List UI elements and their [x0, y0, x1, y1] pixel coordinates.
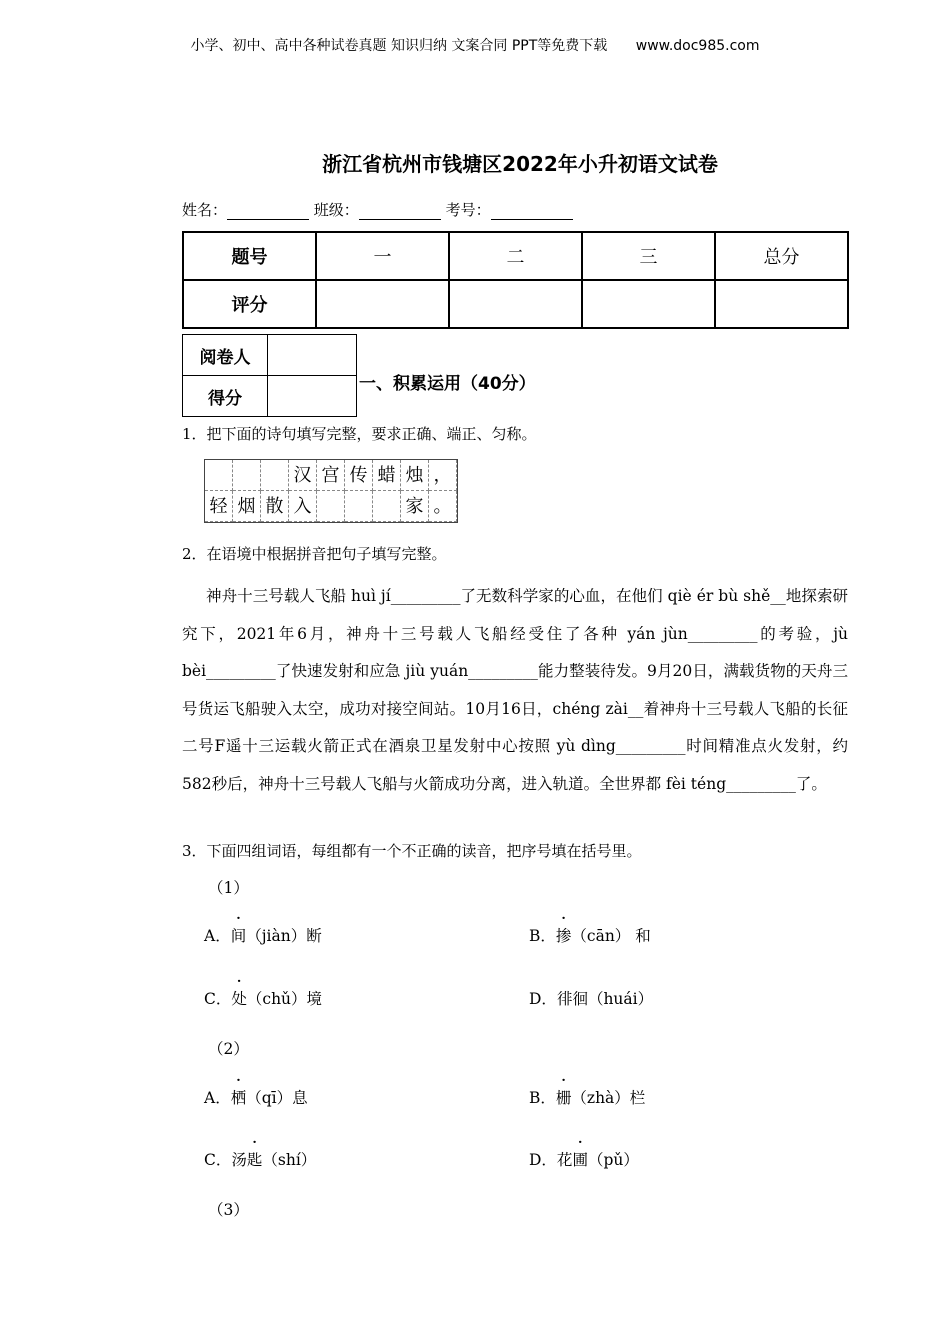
poem-grid-cell: 烛 — [401, 460, 429, 491]
student-info — [182, 199, 573, 220]
dotted-char: 掺 — [555, 927, 572, 945]
poem-grid-cell: 家 — [401, 491, 429, 522]
option-d[interactable] — [529, 1148, 639, 1170]
option-prefix: C． — [204, 990, 232, 1008]
option-prefix: D．花 — [529, 1151, 573, 1169]
name-label: 姓名： — [182, 201, 228, 219]
header-text: 小学、初中、高中各种试卷真题 知识归纳 文案合同 PPT等免费下载 — [190, 38, 608, 54]
poem-grid-cell: 。 — [429, 491, 457, 522]
option-prefix: A． — [204, 1089, 231, 1107]
section-heading: 一、积累运用（40分） — [359, 374, 536, 394]
option-text: （chǔ）境 — [246, 990, 323, 1008]
question-3: 3．下面四组词语，每组都有一个不正确的读音，把序号填在括号里。 — [182, 842, 642, 860]
exam-title: 浙江省杭州市钱塘区2022年小升初语文试卷 — [322, 152, 718, 176]
poem-grid-cell[interactable] — [205, 460, 233, 491]
score-table — [182, 231, 849, 329]
option-prefix: D． — [529, 990, 557, 1008]
option-prefix: B． — [529, 1089, 556, 1107]
group-label: （1） — [208, 879, 249, 897]
option-b[interactable] — [529, 924, 651, 946]
poem-grid-cell: 入 — [289, 491, 317, 522]
poem-grid-cell: 传 — [345, 460, 373, 491]
poem-grid-cell: 烟 — [233, 491, 261, 522]
option-text: （shí） — [262, 1151, 317, 1169]
question-1: 1．把下面的诗句填写完整，要求正确、端正、匀称。 — [182, 425, 537, 443]
option-text: 徘徊（huái） — [556, 990, 654, 1008]
dotted-char: 栅 — [555, 1089, 572, 1107]
reviewer-cell[interactable] — [268, 335, 357, 376]
option-c[interactable] — [204, 1148, 316, 1170]
exam-no-label: 考号： — [445, 201, 491, 219]
score-header-cell: 题号 — [183, 232, 316, 280]
poem-grid-cell[interactable] — [233, 460, 261, 491]
option-d[interactable] — [529, 987, 653, 1009]
option-a[interactable] — [204, 924, 322, 946]
score-header-cell: 一 — [316, 232, 449, 280]
poem-grid-cell: 散 — [261, 491, 289, 522]
q2-paragraph-text: 神舟十三号载人飞船 huì jí_________了无数科学家的心血，在他们 qiè ér bù shě__地探索研究下，2021年6月，神舟十三号载人飞船经受住了各种 yán jùn_________的考验，jù bèi_________了快速发射和应急 jiù yuán_________能力整装待发。9月20日，满载货物的天舟三号货运飞船驶入太空，成功对接空间站。10月16日，chéng zài__着神舟十三号载人飞船的长征二号F遥十三运载火箭正式在酒泉卫星发射中心按照 yù dìng_________时间精准点火发射，约582秒后，神舟十三号载人飞船与火箭成功分离，进入轨道。全世界都 fèi téng_________了。 — [182, 587, 848, 793]
poem-grid-cell[interactable] — [317, 491, 345, 522]
option-text: （pǔ） — [587, 1151, 639, 1169]
group-label: （3） — [208, 1201, 249, 1219]
question-2-paragraph — [182, 578, 848, 803]
poem-grid-cell: 汉 — [289, 460, 317, 491]
dotted-char: 间 — [230, 927, 247, 945]
option-prefix: C．汤 — [204, 1151, 247, 1169]
grader-score-label: 得分 — [183, 376, 268, 417]
option-c[interactable] — [204, 987, 322, 1009]
option-a[interactable] — [204, 1086, 308, 1108]
exam-no-blank[interactable] — [491, 203, 573, 220]
dotted-char: 圃 — [572, 1151, 588, 1169]
score-cell[interactable] — [582, 280, 715, 328]
name-blank[interactable] — [227, 203, 309, 220]
score-table-header — [183, 232, 848, 280]
class-label: 班级： — [313, 201, 359, 219]
group-label: （2） — [208, 1040, 249, 1058]
dotted-char: 处 — [231, 990, 247, 1008]
score-cell[interactable] — [715, 280, 848, 328]
poem-grid-cell: ， — [429, 460, 457, 491]
question-2: 2．在语境中根据拼音把句子填写完整。 — [182, 545, 447, 563]
score-header-cell: 总分 — [715, 232, 848, 280]
header-url[interactable]: www.doc985.com — [635, 38, 760, 54]
score-header-cell: 二 — [449, 232, 582, 280]
option-prefix: B． — [529, 927, 556, 945]
class-blank[interactable] — [359, 203, 441, 220]
grader-table — [182, 334, 357, 417]
option-b[interactable] — [529, 1086, 645, 1108]
poem-grid-cell: 蜡 — [373, 460, 401, 491]
score-cell[interactable] — [449, 280, 582, 328]
poem-grid — [204, 459, 458, 523]
score-table-row — [183, 280, 848, 328]
score-cell[interactable] — [316, 280, 449, 328]
dotted-char: 匙 — [246, 1151, 263, 1169]
option-text: （cān） 和 — [571, 927, 651, 945]
poem-grid-cell: 宫 — [317, 460, 345, 491]
option-text: （qī）息 — [246, 1089, 308, 1107]
poem-grid-cell[interactable] — [373, 491, 401, 522]
score-row-label: 评分 — [183, 280, 316, 328]
option-text: （zhà）栏 — [571, 1089, 646, 1107]
poem-grid-cell: 轻 — [205, 491, 233, 522]
dotted-char: 栖 — [230, 1089, 247, 1107]
option-prefix: A． — [204, 927, 231, 945]
grader-score-cell[interactable] — [268, 376, 357, 417]
option-text: （jiàn）断 — [246, 927, 322, 945]
reviewer-label: 阅卷人 — [183, 335, 268, 376]
poem-grid-cell[interactable] — [345, 491, 373, 522]
score-header-cell: 三 — [582, 232, 715, 280]
poem-grid-cell[interactable] — [261, 460, 289, 491]
page-header — [0, 35, 950, 55]
